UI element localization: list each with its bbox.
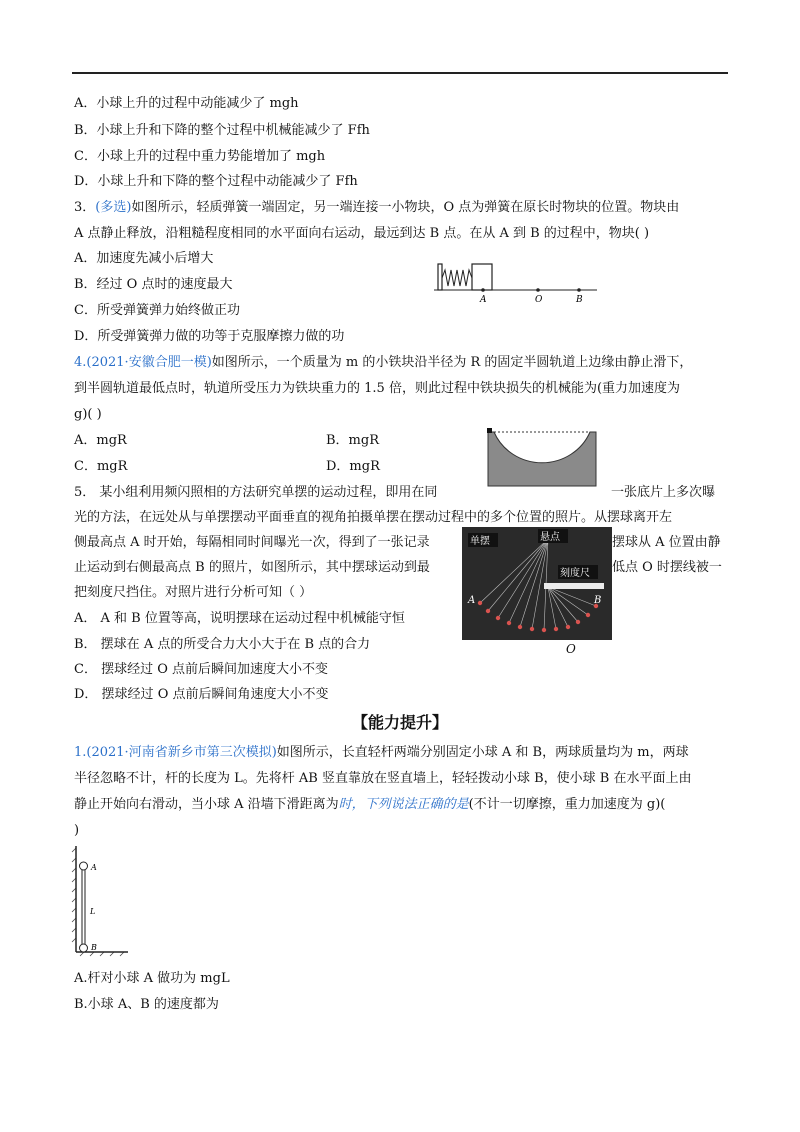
p1-stem-line4: ): [74, 823, 80, 838]
q3-stem-line2: A 点静止释放，沿粗糙程度相同的水平面向右运动，最远到达 B 点。在从 A 到 B 的过程中，物块( ): [74, 226, 650, 241]
q5-option-d[interactable]: D． 摆球经过 O 点前后瞬间角速度大小不变: [74, 687, 329, 702]
q3-option-b[interactable]: B．经过 O 点时的速度最大: [74, 277, 233, 292]
q4-option-d[interactable]: D．mgR: [326, 459, 380, 474]
q3-label-o: O: [535, 295, 543, 305]
p1-rod-figure: [70, 846, 130, 958]
q5-photo-label-pendulum: 单摆: [470, 536, 490, 547]
q4-option-b[interactable]: B．mgR: [326, 433, 379, 448]
p1-option-a[interactable]: A.杆对小球 A 做功为 mgL: [74, 971, 230, 986]
q5-pendulum-photo: [462, 527, 612, 640]
q5-stem-line3b: 摆球从 A 位置由静: [612, 535, 721, 550]
q5-photo-label-o: O: [566, 642, 576, 656]
p1-option-b[interactable]: B.小球 A、B 的速度都为: [74, 997, 219, 1012]
q3-tag: (多选): [95, 200, 132, 215]
q2-option-d[interactable]: D．小球上升和下降的整个过程中动能减少了 Ffh: [74, 174, 358, 189]
q4-stem-line1: [74, 354, 692, 372]
q5-stem-line4a: 止运动到右侧最高点 B 的照片，如图所示，其中摆球运动到最: [74, 560, 430, 575]
p1-stem-line2: 半径忽略不计，杆的长度为 L。先将杆 AB 竖直靠放在竖直墙上，轻轻拨动小球 B，使小球 B 在水平面上由: [74, 771, 692, 786]
q5-option-c[interactable]: C． 摆球经过 O 点前后瞬间加速度大小不变: [74, 662, 329, 677]
p1-source: 1.(2021·河南省新乡市第三次模拟): [74, 745, 277, 760]
section-title: 【能力提升】: [351, 713, 448, 732]
q5-stem-line5: 把刻度尺挡住。对照片进行分析可知（ ）: [74, 585, 313, 600]
q3-option-c[interactable]: C．所受弹簧弹力始终做正功: [74, 303, 240, 318]
q4-text1: 如图所示，一个质量为 m 的小铁块沿半径为 R 的固定半圆轨道上边缘由静止滑下，: [211, 355, 693, 370]
q2-option-a[interactable]: A．小球上升的过程中动能减少了 mgh: [74, 96, 299, 111]
p1-text1: 如图所示，长直轻杆两端分别固定小球 A 和 B，两球质量均为 m，两球: [276, 745, 689, 760]
q3-option-a[interactable]: A．加速度先减小后增大: [74, 251, 214, 266]
q5-stem-line3a: 侧最高点 A 时开始，每隔相同时间曝光一次，得到了一张记录: [74, 535, 430, 550]
q4-semicircle-figure: [484, 426, 600, 488]
q5-option-a[interactable]: A． A 和 B 位置等高，说明摆球在运动过程中机械能守恒: [74, 611, 405, 626]
q5-photo-label-pivot: 悬点: [540, 532, 560, 543]
q3-stem-line1: [74, 199, 679, 217]
p1-text3c: (不计一切摩擦，重力加速度为 g)(: [468, 797, 666, 812]
q5-photo-label-b: B: [594, 595, 602, 606]
q5-option-b[interactable]: B． 摆球在 A 点的所受合力大小大于在 B 点的合力: [74, 637, 371, 652]
p1-label-b: B: [91, 943, 97, 952]
q5-stem-line4b: 低点 O 时摆线被一: [612, 560, 722, 575]
q4-stem-line3: g)( ): [74, 407, 102, 422]
q3-label-a: A: [480, 295, 487, 305]
q2-option-b[interactable]: B．小球上升和下降的整个过程中机械能减少了 Ffh: [74, 123, 370, 138]
q5-stem-line1b: 一张底片上多次曝: [611, 485, 716, 500]
p1-stem-line1: [74, 744, 689, 762]
p1-label-a: A: [91, 863, 97, 872]
q5-photo-label-a: A: [468, 595, 476, 606]
q4-stem-line2: 到半圆轨道最低点时，轨道所受压力为铁块重力的 1.5 倍，则此过程中铁块损失的机械能为(重力加速度为: [74, 381, 681, 396]
q3-spring-figure: [432, 260, 602, 308]
p1-text3a: 静止开始向右滑动，当小球 A 沿墙下滑距离为: [74, 797, 339, 812]
header-rule: [72, 72, 728, 74]
q5-stem-line2: 光的方法，在远处从与单摆摆动平面垂直的视角拍摄单摆在摆动过程中的多个位置的照片。从摆球离开左: [74, 510, 673, 525]
p1-stem-line3: [74, 796, 665, 814]
q4-option-c[interactable]: C．mgR: [74, 459, 128, 474]
q3-number: 3．: [74, 200, 96, 215]
q5-photo-label-ruler: 刻度尺: [560, 568, 590, 579]
q5-stem-line1a: 5． 某小组利用频闪照相的方法研究单摆的运动过程，即用在同: [74, 485, 438, 500]
q3-text1: 如图所示，轻质弹簧一端固定，另一端连接一小物块，O 点为弹簧在原长时物块的位置。物块由: [131, 200, 680, 215]
q3-option-d[interactable]: D．所受弹簧弹力做的功等于克服摩擦力做的功: [74, 329, 345, 344]
q4-source: 4.(2021·安徽合肥一模): [74, 355, 212, 370]
q4-option-a[interactable]: A．mgR: [74, 433, 127, 448]
p1-text3b: 时，下列说法正确的是: [338, 797, 469, 812]
q3-label-b: B: [576, 295, 583, 305]
p1-label-l: L: [90, 907, 96, 916]
q2-option-c[interactable]: C．小球上升的过程中重力势能增加了 mgh: [74, 149, 326, 164]
